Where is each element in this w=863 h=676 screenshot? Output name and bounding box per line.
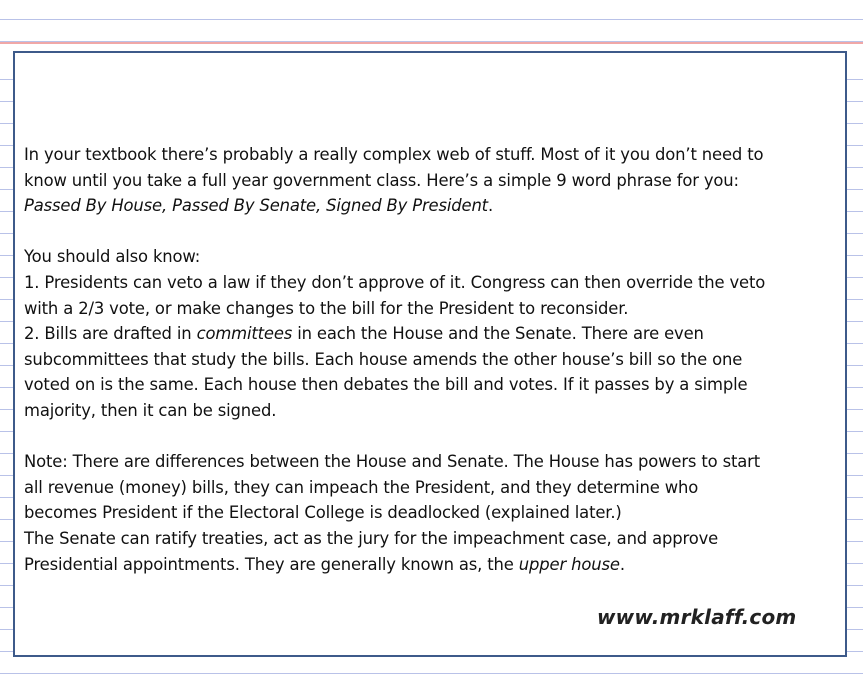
note-line-4: The Senate can ratify treaties, act as the jury for the impeachment case, and approve (24, 528, 719, 548)
paragraph-gap (24, 219, 844, 245)
also-know-heading: You should also know: (24, 247, 201, 267)
item2-line-4: majority, then it can be signed. (24, 400, 277, 420)
note-line-3: becomes President if the Electoral College is deadlocked (explained later.) (24, 503, 622, 523)
phrase-period: . (487, 196, 494, 216)
note-line5-pre: Presidential appointments. They are generally known as, the (24, 554, 519, 574)
note-line5-end: . (619, 554, 625, 574)
note-line-1: Note: There are differences between the House and Senate. The House has powers to start (24, 452, 761, 472)
upper-house-emphasis: upper house (518, 554, 620, 574)
content-card (13, 51, 847, 657)
text-body (24, 142, 844, 577)
intro-phrase-line (24, 193, 844, 219)
item1-line-2: with a 2/3 vote, or make changes to the bill for the President to reconsider. (24, 298, 629, 318)
item2-line-3: voted on is the same. Each house then debates the bill and votes. If it passes by a simple (24, 375, 748, 395)
item2-line-1 (24, 321, 844, 347)
website-url: www.mrklaff.com (597, 605, 797, 629)
red-margin-line (0, 42, 863, 44)
paragraph-gap (24, 424, 844, 450)
note-line-2: all revenue (money) bills, they can impeach the President, and they determine who (24, 477, 699, 497)
item2-post-text: in each the House and the Senate. There are even (292, 324, 704, 344)
nine-word-phrase: Passed By House, Passed By Senate, Signed By President (24, 196, 488, 216)
item2-line-2: subcommittees that study the bills. Each house amends the other house’s bill so the one (24, 349, 743, 369)
committees-emphasis: committees (196, 324, 293, 344)
item2-pre-text: 2. Bills are drafted in (24, 324, 197, 344)
item1-line-1: 1. Presidents can veto a law if they don’t approve of it. Congress can then override the veto (24, 272, 766, 292)
intro-line-2: know until you take a full year government class. Here’s a simple 9 word phrase for you: (24, 170, 739, 190)
intro-line-1: In your textbook there’s probably a really complex web of stuff. Most of it you don’t need to (24, 145, 764, 164)
note-line-5 (24, 552, 844, 578)
